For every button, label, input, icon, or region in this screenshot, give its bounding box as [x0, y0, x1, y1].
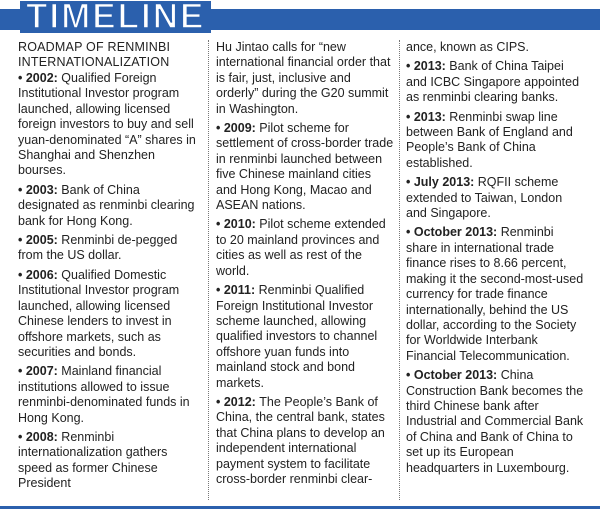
timeline-entry: [406, 59, 584, 105]
column-2: [216, 40, 394, 491]
column-3-entries: [406, 59, 584, 476]
column-divider: [399, 40, 400, 500]
entry-text: Renminbi Qualified Foreign Institutional Investor scheme launched, allowing qualified investors to channel offshore yuan funds into mainland stock and bond markets.: [216, 283, 378, 390]
entry-date: • 2008:: [18, 429, 62, 444]
entry-text: Renminbi share in international trade finance rises to 8.66 percent, making it the second-most-used currency for trade finance internationally, behind the US dollar, according to the Society for Worldwide Interbank Financial Telecommunication.: [406, 225, 584, 363]
entry-text: Bank of China Taipei and ICBC Singapore appointed as renminbi clearing banks.: [406, 59, 580, 105]
column-3: [406, 40, 584, 480]
subtitle: ROADMAP OF RENMINBI INTERNATIONALIZATION: [18, 40, 171, 69]
entry-text: Pilot scheme for settlement of cross-border trade in renminbi launched between five Chinese mainland cities and Hong Kong, Macao and ASEAN nations.: [216, 121, 394, 213]
entry-date: • October 2013:: [406, 225, 501, 240]
entry-text: Renminbi swap line between Bank of England and People’s Bank of China established.: [406, 109, 573, 170]
entry-date: • October 2013:: [406, 368, 501, 383]
entry-date: • July 2013:: [406, 175, 478, 190]
entry-text: Pilot scheme extended to 20 mainland provinces and cities as well as rest of the world.: [216, 217, 386, 278]
entry-date: • 2010:: [216, 217, 260, 232]
entry-date: • 2013:: [406, 59, 450, 74]
entry-text: Renminbi de-pegged from the US dollar.: [18, 233, 178, 263]
bottom-rule: [0, 506, 600, 509]
entry-date: • 2003:: [18, 182, 62, 197]
entry-text: China Construction Bank becomes the third Chinese bank after Industrial and Commercial Bank of China and Bank of China to set up its European headquarters in Luxembourg.: [406, 368, 584, 475]
entry-text: RQFII scheme extended to Taiwan, London and Singapore.: [406, 175, 563, 221]
entry-date: • 2009:: [216, 121, 260, 136]
header: [0, 0, 600, 36]
timeline-entry: [18, 364, 202, 426]
column-1-entries: [18, 71, 202, 492]
timeline-entry: [18, 183, 202, 229]
entry-text: Mainland financial institutions allowed to issue renminbi-denominated funds in Hong Kong.: [18, 364, 190, 425]
timeline-entry: [406, 175, 584, 221]
header-title: [14, 0, 217, 36]
timeline-entry: [216, 121, 394, 213]
timeline-entry: [216, 395, 394, 487]
column-divider: [208, 40, 209, 500]
entry-text: The People’s Bank of China, the central bank, states that China plans to develop an independent international payment system to facilitate cross-border renminbi clear-: [216, 394, 385, 486]
entry-text: Renminbi internationalization gathers speed as former Chinese President: [18, 429, 168, 491]
entry-date: • 2006:: [18, 267, 62, 282]
continued-text: Hu Jintao calls for “new international financial order that is fair, just, inclusive and orderly” during the G20 summit in Washington.: [216, 40, 391, 116]
column-2-entries: [216, 121, 394, 487]
entry-text: Qualified Domestic Institutional Investor program launched, allowing licensed Chinese lenders to invest in offshore markets, such as securities and bonds.: [18, 267, 180, 359]
timeline-entry: [406, 368, 584, 476]
entry-text: Bank of China designated as renminbi clearing bank for Hong Kong.: [18, 182, 195, 228]
timeline-entry: [18, 268, 202, 360]
entry-date: • 2005:: [18, 233, 62, 248]
entry-date: • 2013:: [406, 109, 450, 124]
timeline-entry: [216, 283, 394, 391]
timeline-entry: [18, 430, 202, 492]
continued-text: ance, known as CIPS.: [406, 40, 529, 54]
entry-date: • 2002:: [18, 71, 62, 85]
entry-date: • 2011:: [216, 283, 259, 298]
header-title-text: TIMELINE: [20, 1, 211, 33]
timeline-entry: [216, 217, 394, 279]
timeline-entry: [18, 71, 202, 179]
entry-date: • 2012:: [216, 394, 260, 409]
timeline-entry: [18, 233, 202, 264]
timeline-entry: [406, 225, 584, 364]
timeline-columns: [0, 32, 600, 508]
timeline-entry: [406, 110, 584, 172]
entry-date: • 2007:: [18, 364, 62, 379]
entry-text: Qualified Foreign Institutional Investor program launched, allowing licensed foreign investors to buy and sell yuan-denominated “A” shares in Shanghai and Shenzhen bourses.: [18, 71, 196, 178]
column-1: [18, 40, 202, 496]
